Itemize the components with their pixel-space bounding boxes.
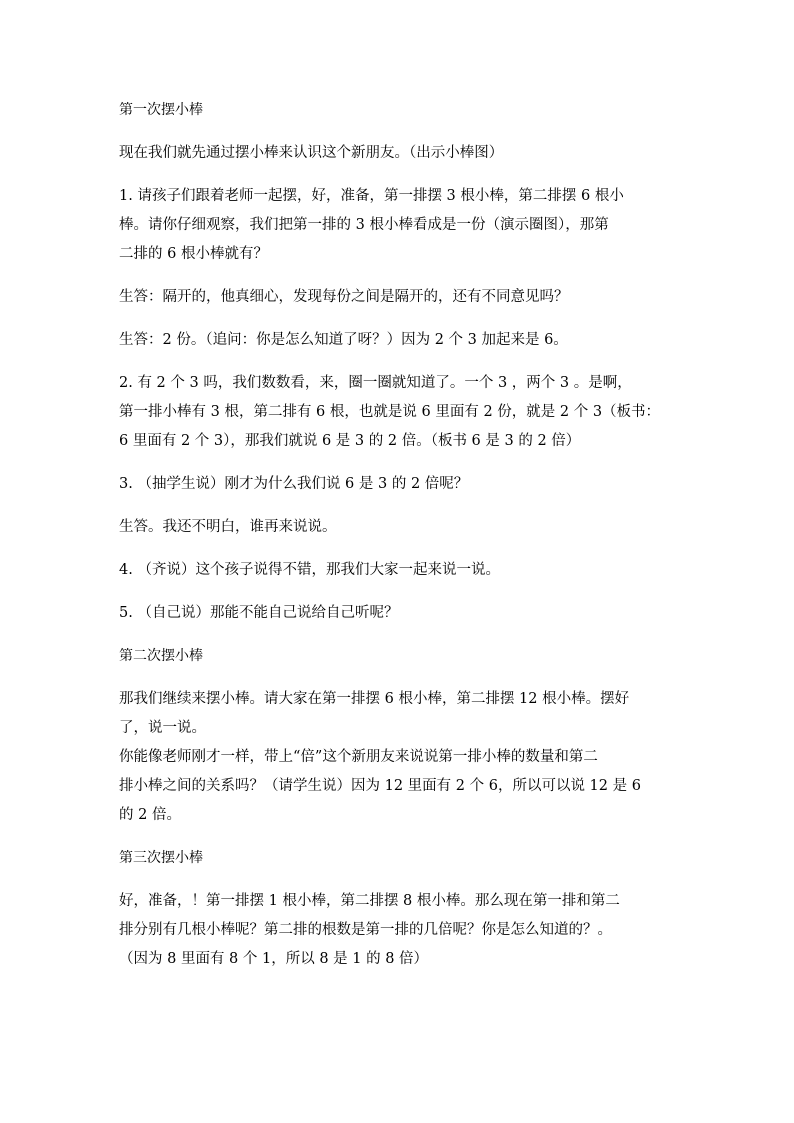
text-line: 棒。请你仔细观察，我们把第一排的 3 根小棒看成是一份（演示圈图），那第 — [119, 217, 609, 233]
section-heading — [119, 844, 679, 873]
paragraph — [119, 139, 679, 168]
text-line: 二排的 6 根小棒就有？ — [119, 246, 268, 262]
paragraph — [119, 887, 679, 974]
paragraph — [119, 556, 679, 585]
text-line: 第二次摆小棒 — [119, 648, 203, 664]
paragraph-gap — [119, 312, 679, 326]
paragraph-gap — [119, 671, 679, 685]
text-line: 第三次摆小棒 — [119, 850, 203, 866]
document-body — [119, 96, 679, 974]
text-line: 你能像老师刚才一样，带上“倍”这个新朋友来说说第一排小棒的数量和第二 — [119, 749, 598, 765]
text-line: 2. 有 2 个 3 吗，我们数数看，来，圈一圈就知道了。一个 3 ，两个 3 。是啊， — [119, 375, 632, 391]
text-line: 了，说一说。 — [119, 720, 206, 736]
text-line: 生答：2 份。（追问：你是怎么知道了呀？）因为 2 个 3 加起来是 6。 — [119, 332, 568, 348]
text-line: 5. （自己说）那能不能自己说给自己听呢？ — [119, 605, 399, 621]
paragraph-gap — [119, 830, 679, 844]
text-line: 6 里面有 2 个 3），那我们就说 6 是 3 的 2 倍。（板书 6 是 3 的 2 倍） — [119, 433, 581, 449]
text-line: 生答：隔开的，他真细心，发现每份之间是隔开的，还有不同意见吗？ — [119, 289, 569, 305]
paragraph — [119, 470, 679, 499]
paragraph — [119, 326, 679, 355]
paragraph — [119, 685, 679, 830]
paragraph-gap — [119, 168, 679, 182]
paragraph-gap — [119, 542, 679, 556]
paragraph-gap — [119, 585, 679, 599]
text-line: 生答。我还不明白，谁再来说说。 — [119, 519, 337, 535]
paragraph-gap — [119, 269, 679, 283]
section-heading — [119, 96, 679, 125]
paragraph-gap — [119, 355, 679, 369]
text-line: 那我们继续来摆小棒。请大家在第一排摆 6 根小棒，第二排摆 12 根小棒。摆好 — [119, 691, 630, 707]
text-line: 4. （齐说）这个孩子说得不错，那我们大家一起来说一说。 — [119, 562, 500, 578]
text-line: 第一次摆小棒 — [119, 102, 203, 118]
paragraph-gap — [119, 499, 679, 513]
paragraph-gap — [119, 628, 679, 642]
paragraph-gap — [119, 873, 679, 887]
paragraph-gap — [119, 456, 679, 470]
text-line: 排分别有几根小棒呢？第二排的根数是第一排的几倍呢？你是怎么知道的？。 — [119, 922, 612, 938]
text-line: 3. （抽学生说）刚才为什么我们说 6 是 3 的 2 倍呢？ — [119, 476, 469, 492]
paragraph — [119, 283, 679, 312]
paragraph — [119, 599, 679, 628]
text-line: 排小棒之间的关系吗？（请学生说）因为 12 里面有 2 个 6，所以可以说 12 是 6 — [119, 778, 641, 794]
text-line: 1. 请孩子们跟着老师一起摆，好，准备，第一排摆 3 根小棒，第二排摆 6 根小 — [119, 188, 624, 204]
paragraph — [119, 513, 679, 542]
text-line: 好，准备，！第一排摆 1 根小棒，第二排摆 8 根小棒。那么现在第一排和第二 — [119, 893, 620, 909]
paragraph-gap — [119, 125, 679, 139]
text-line: 现在我们就先通过摆小棒来认识这个新朋友。（出示小棒图） — [119, 145, 504, 161]
paragraph — [119, 182, 679, 269]
text-line: （因为 8 里面有 8 个 1，所以 8 是 1 的 8 倍） — [119, 951, 429, 967]
text-line: 第一排小棒有 3 根，第二排有 6 根，也就是说 6 里面有 2 份，就是 2 个 3（板书： — [119, 404, 661, 420]
text-line: 的 2 倍。 — [119, 807, 181, 823]
paragraph — [119, 369, 679, 456]
section-heading — [119, 642, 679, 671]
